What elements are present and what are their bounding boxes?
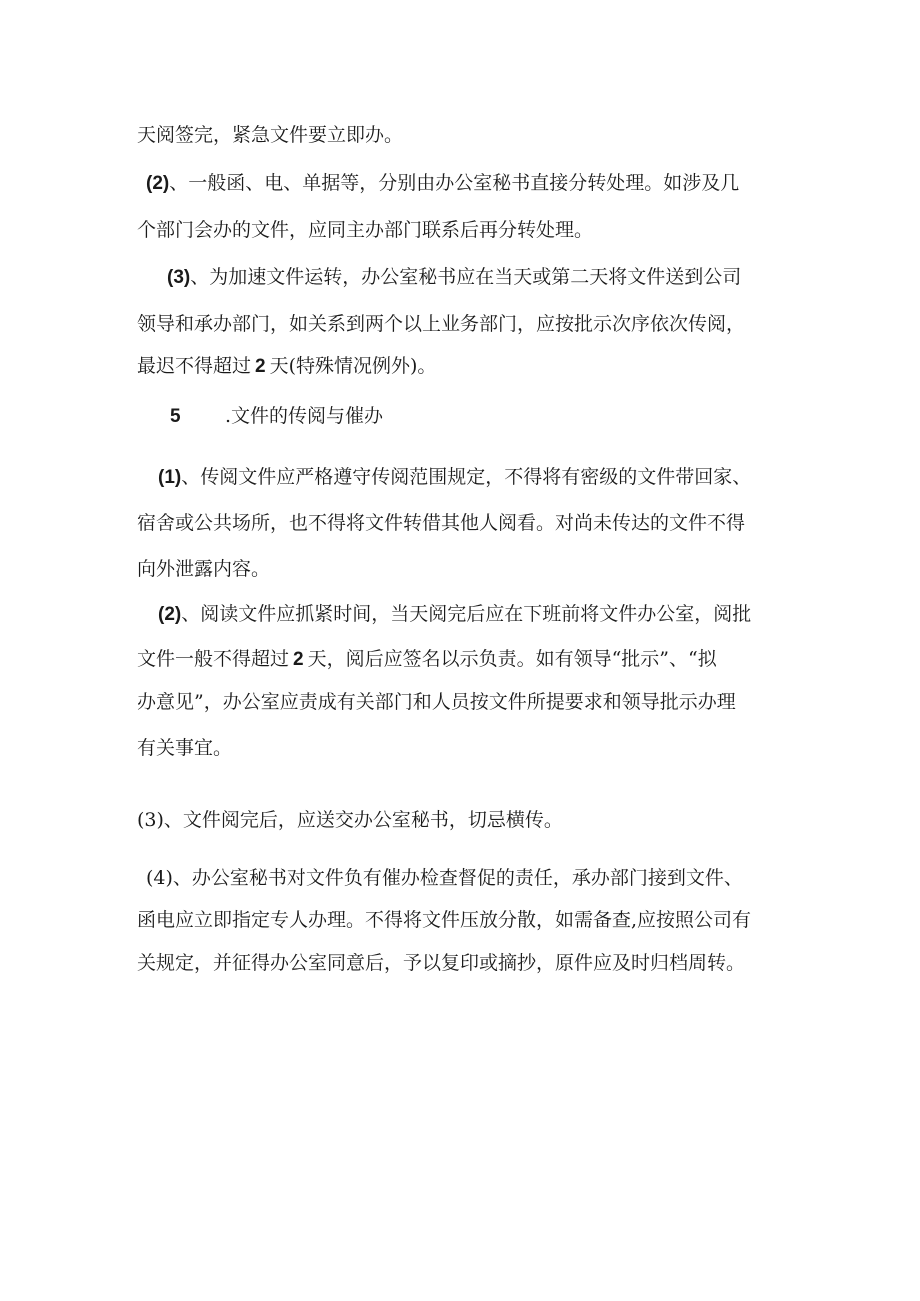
item-number: (2) (158, 604, 182, 625)
text-span: 文件一般不得超过 (137, 648, 290, 670)
number-span: 2 (293, 649, 304, 670)
text-span: 天(特殊情况例外)。 (269, 355, 437, 377)
text-span: 天，阅后应签名以示负责。如有领导“批示”、“拟 (307, 648, 717, 670)
paragraph-line: 个部门会办的文件，应同主办部门联系后再分转处理。 (137, 219, 594, 241)
number-span: 2 (255, 356, 266, 377)
section-heading (170, 403, 181, 430)
paragraph-line: 天阅签完，紧急文件要立即办。 (137, 124, 404, 146)
paragraph-line (146, 170, 739, 197)
item-number: (2) (146, 173, 170, 194)
paragraph-line: 有关事宜。 (137, 737, 233, 759)
text-span: 、传阅文件应严格遵守传阅范围规定，不得将有密级的文件带回家、 (181, 466, 752, 488)
paragraph-line: 函电应立即指定专人办理。不得将文件压放分散，如需备查,应按照公司有 (137, 909, 752, 931)
section-title: .文件的传阅与催办 (225, 405, 384, 427)
paragraph-line: 关规定，并征得办公室同意后，予以复印或摘抄，原件应及时归档周转。 (137, 952, 746, 974)
paragraph-line (137, 646, 717, 673)
paragraph-line (167, 264, 741, 291)
item-number: (1) (158, 467, 182, 488)
paragraph-line (158, 464, 751, 491)
text-span: 最迟不得超过 (137, 355, 252, 377)
paragraph-line: (4)、办公室秘书对文件负有催办检查督促的责任，承办部门接到文件、 (146, 867, 743, 889)
text-span: 、阅读文件应抓紧时间，当天阅完后应在下班前将文件办公室，阅批 (181, 603, 752, 625)
paragraph-line (137, 353, 436, 380)
paragraph-line: (3)、文件阅完后，应送交办公室秘书，切忌横传。 (137, 809, 563, 831)
paragraph-line (158, 601, 751, 628)
paragraph-line: 办意见”，办公室应责成有关部门和人员按文件所提要求和领导批示办理 (137, 691, 736, 713)
paragraph-line: 领导和承办部门，如关系到两个以上业务部门，应按批示次序依次传阅， (137, 313, 746, 335)
text-span: 、为加速文件运转，办公室秘书应在当天或第二天将文件送到公司 (190, 266, 742, 288)
paragraph-line: 向外泄露内容。 (137, 558, 271, 580)
text-span: 、一般函、电、单据等，分别由办公室秘书直接分转处理。如涉及几 (169, 172, 740, 194)
section-number: 5 (170, 406, 181, 427)
paragraph-line: 宿舍或公共场所，也不得将文件转借其他人阅看。对尚未传达的文件不得 (137, 512, 746, 534)
item-number: (3) (167, 267, 191, 288)
